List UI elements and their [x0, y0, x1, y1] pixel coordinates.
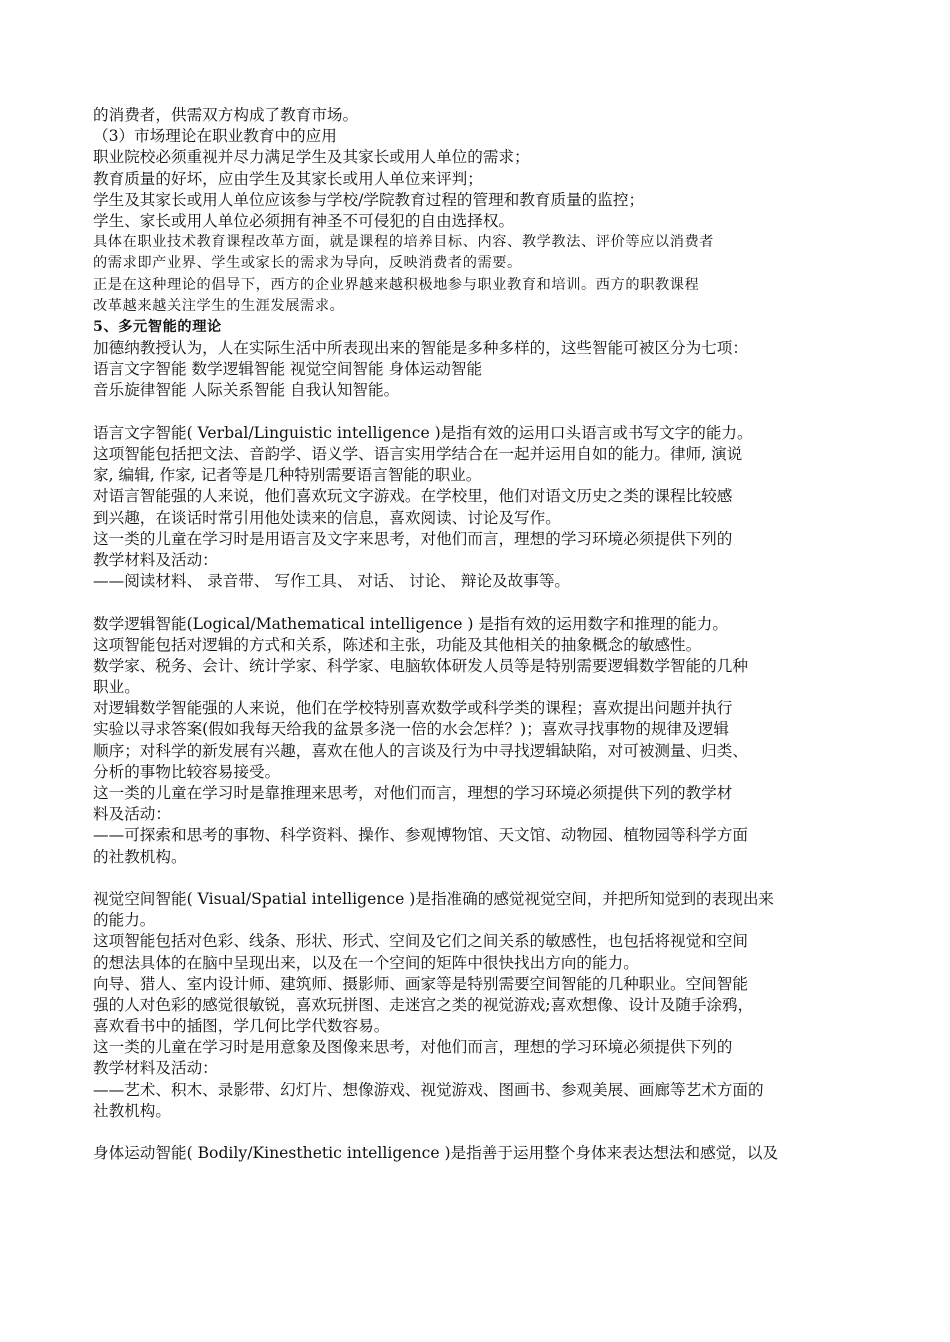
text-line: 这一类的儿童在学习时是靠推理来思考，对他们而言，理想的学习环境必须提供下列的教学材	[93, 784, 733, 802]
text-line: 强的人对色彩的感觉很敏锐，喜欢玩拼图、走迷宫之类的视觉游戏;喜欢想像、设计及随手涂鸦，	[93, 995, 754, 1014]
text-line: 的社教机构。	[93, 847, 187, 866]
text-line: ——可探索和思考的事物、科学资料、操作、参观博物馆、天文馆、动物园、植物园等科学方面	[93, 826, 748, 845]
text-line: 的想法具体的在脑中呈现出来，以及在一个空间的矩阵中很快找出方向的能力。	[93, 953, 639, 972]
text-line: 加德纳教授认为，人在实际生活中所表现出来的智能是多种多样的，这些智能可被区分为七项：	[93, 339, 748, 358]
text-line: 改革越来越关注学生的生涯发展需求。	[93, 297, 345, 314]
text-line: 职业。	[93, 678, 140, 697]
text-line: 的消费者，供需双方构成了教育市场。	[93, 106, 359, 124]
text-line: 社教机构。	[93, 1101, 171, 1120]
text-line: 教育质量的好坏，应由学生及其家长或用人单位来评判；	[93, 169, 483, 188]
document-page	[93, 105, 883, 1164]
text-line: 这项智能包括把文法、音韵学、语义学、语言实用学结合在一起并运用自如的能力。律师, 演说	[93, 445, 743, 463]
text-line: 音乐旋律智能 人际关系智能 自我认知智能。	[93, 381, 400, 400]
text-line: 学生、家长或用人单位必须拥有神圣不可侵犯的自由选择权。	[93, 211, 515, 230]
text-line: 教学材料及活动：	[93, 550, 218, 569]
text-line: 顺序；对科学的新发展有兴趣，喜欢在他人的言谈及行为中寻找逻辑缺陷，对可被测量、归类、	[93, 741, 748, 760]
text-line: 分析的事物比较容易接受。	[93, 762, 281, 781]
text-line: ——阅读材料、 录音带、 写作工具、 对话、 讨论、 辩论及故事等。	[93, 572, 571, 591]
text-line: 向导、猎人、室内设计师、建筑师、摄影师、画家等是特别需要空间智能的几种职业。空间智能	[93, 974, 748, 993]
text-line: 实验以寻求答案(假如我每天给我的盆景多浇一倍的水会怎样？)；喜欢寻找事物的规律及逻辑	[93, 720, 729, 739]
text-line: 身体运动智能( Bodily/Kinesthetic intelligence )是指善于运用整个身体来表达想法和感觉，以及	[93, 1144, 779, 1163]
text-line: 教学材料及活动：	[93, 1059, 218, 1078]
section-heading: 5、多元智能的理论	[93, 318, 222, 335]
text-line: 到兴趣，在谈话时常引用他处读来的信息，喜欢阅读、讨论及写作。	[93, 508, 561, 527]
text-line: 这项智能包括对色彩、线条、形状、形式、空间及它们之间关系的敏感性，也包括将视觉和空间	[93, 932, 748, 951]
text-line: 这一类的儿童在学习时是用意象及图像来思考，对他们而言，理想的学习环境必须提供下列的	[93, 1038, 733, 1057]
text-line: 对语言智能强的人来说，他们喜欢玩文字游戏。在学校里，他们对语文历史之类的课程比较感	[93, 487, 733, 506]
text-line: 家, 编辑, 作家, 记者等是几种特别需要语言智能的职业。	[93, 466, 482, 485]
text-line: 视觉空间智能( Visual/Spatial intelligence )是指准确的感觉视觉空间，并把所知觉到的表现出来	[93, 889, 775, 908]
text-line: 的能力。	[93, 911, 156, 930]
text-line: （3）市场理论在职业教育中的应用	[93, 127, 337, 146]
text-line: 具体在职业技术教育课程改革方面，就是课程的培养目标、内容、教学教法、评价等应以消费者	[93, 234, 715, 251]
blank-line	[93, 1122, 883, 1143]
text-line: 数学家、税务、会计、统计学家、科学家、电脑软体研发人员等是特别需要逻辑数学智能的几种	[93, 656, 748, 675]
text-line: 这项智能包括对逻辑的方式和关系，陈述和主张，功能及其他相关的抽象概念的敏感性。	[93, 635, 702, 654]
text-line: 职业院校必须重视并尽力满足学生及其家长或用人单位的需求；	[93, 148, 530, 167]
text-line: 数学逻辑智能(Logical/Mathematical intelligence ) 是指有效的运用数字和推理的能力。	[93, 614, 728, 633]
text-line: 对逻辑数学智能强的人来说，他们在学校特别喜欢数学或科学类的课程；喜欢提出问题并执行	[93, 699, 733, 718]
text-line: 这一类的儿童在学习时是用语言及文字来思考，对他们而言，理想的学习环境必须提供下列的	[93, 529, 733, 548]
text-line: 语言文字智能( Verbal/Linguistic intelligence )是指有效的运用口头语言或书写文字的能力。	[93, 423, 753, 442]
text-line: 料及活动：	[93, 805, 171, 824]
text-line: 语言文字智能 数学逻辑智能 视觉空间智能 身体运动智能	[93, 360, 483, 379]
blank-line	[93, 868, 883, 889]
blank-line	[93, 592, 883, 613]
text-line: 学生及其家长或用人单位应该参与学校/学院教育过程的管理和教育质量的监控；	[93, 190, 645, 209]
text-line: ——艺术、积木、录影带、幻灯片、想像游戏、视觉游戏、图画书、参观美展、画廊等艺术方面的	[93, 1080, 764, 1099]
text-line: 正是在这种理论的倡导下，西方的企业界越来越积极地参与职业教育和培训。西方的职教课程	[93, 276, 700, 293]
text-line: 喜欢看书中的插图，学几何比学代数容易。	[93, 1017, 390, 1036]
text-line: 的需求即产业界、学生或家长的需求为导向，反映消费者的需要。	[93, 255, 522, 272]
blank-line	[93, 402, 883, 423]
